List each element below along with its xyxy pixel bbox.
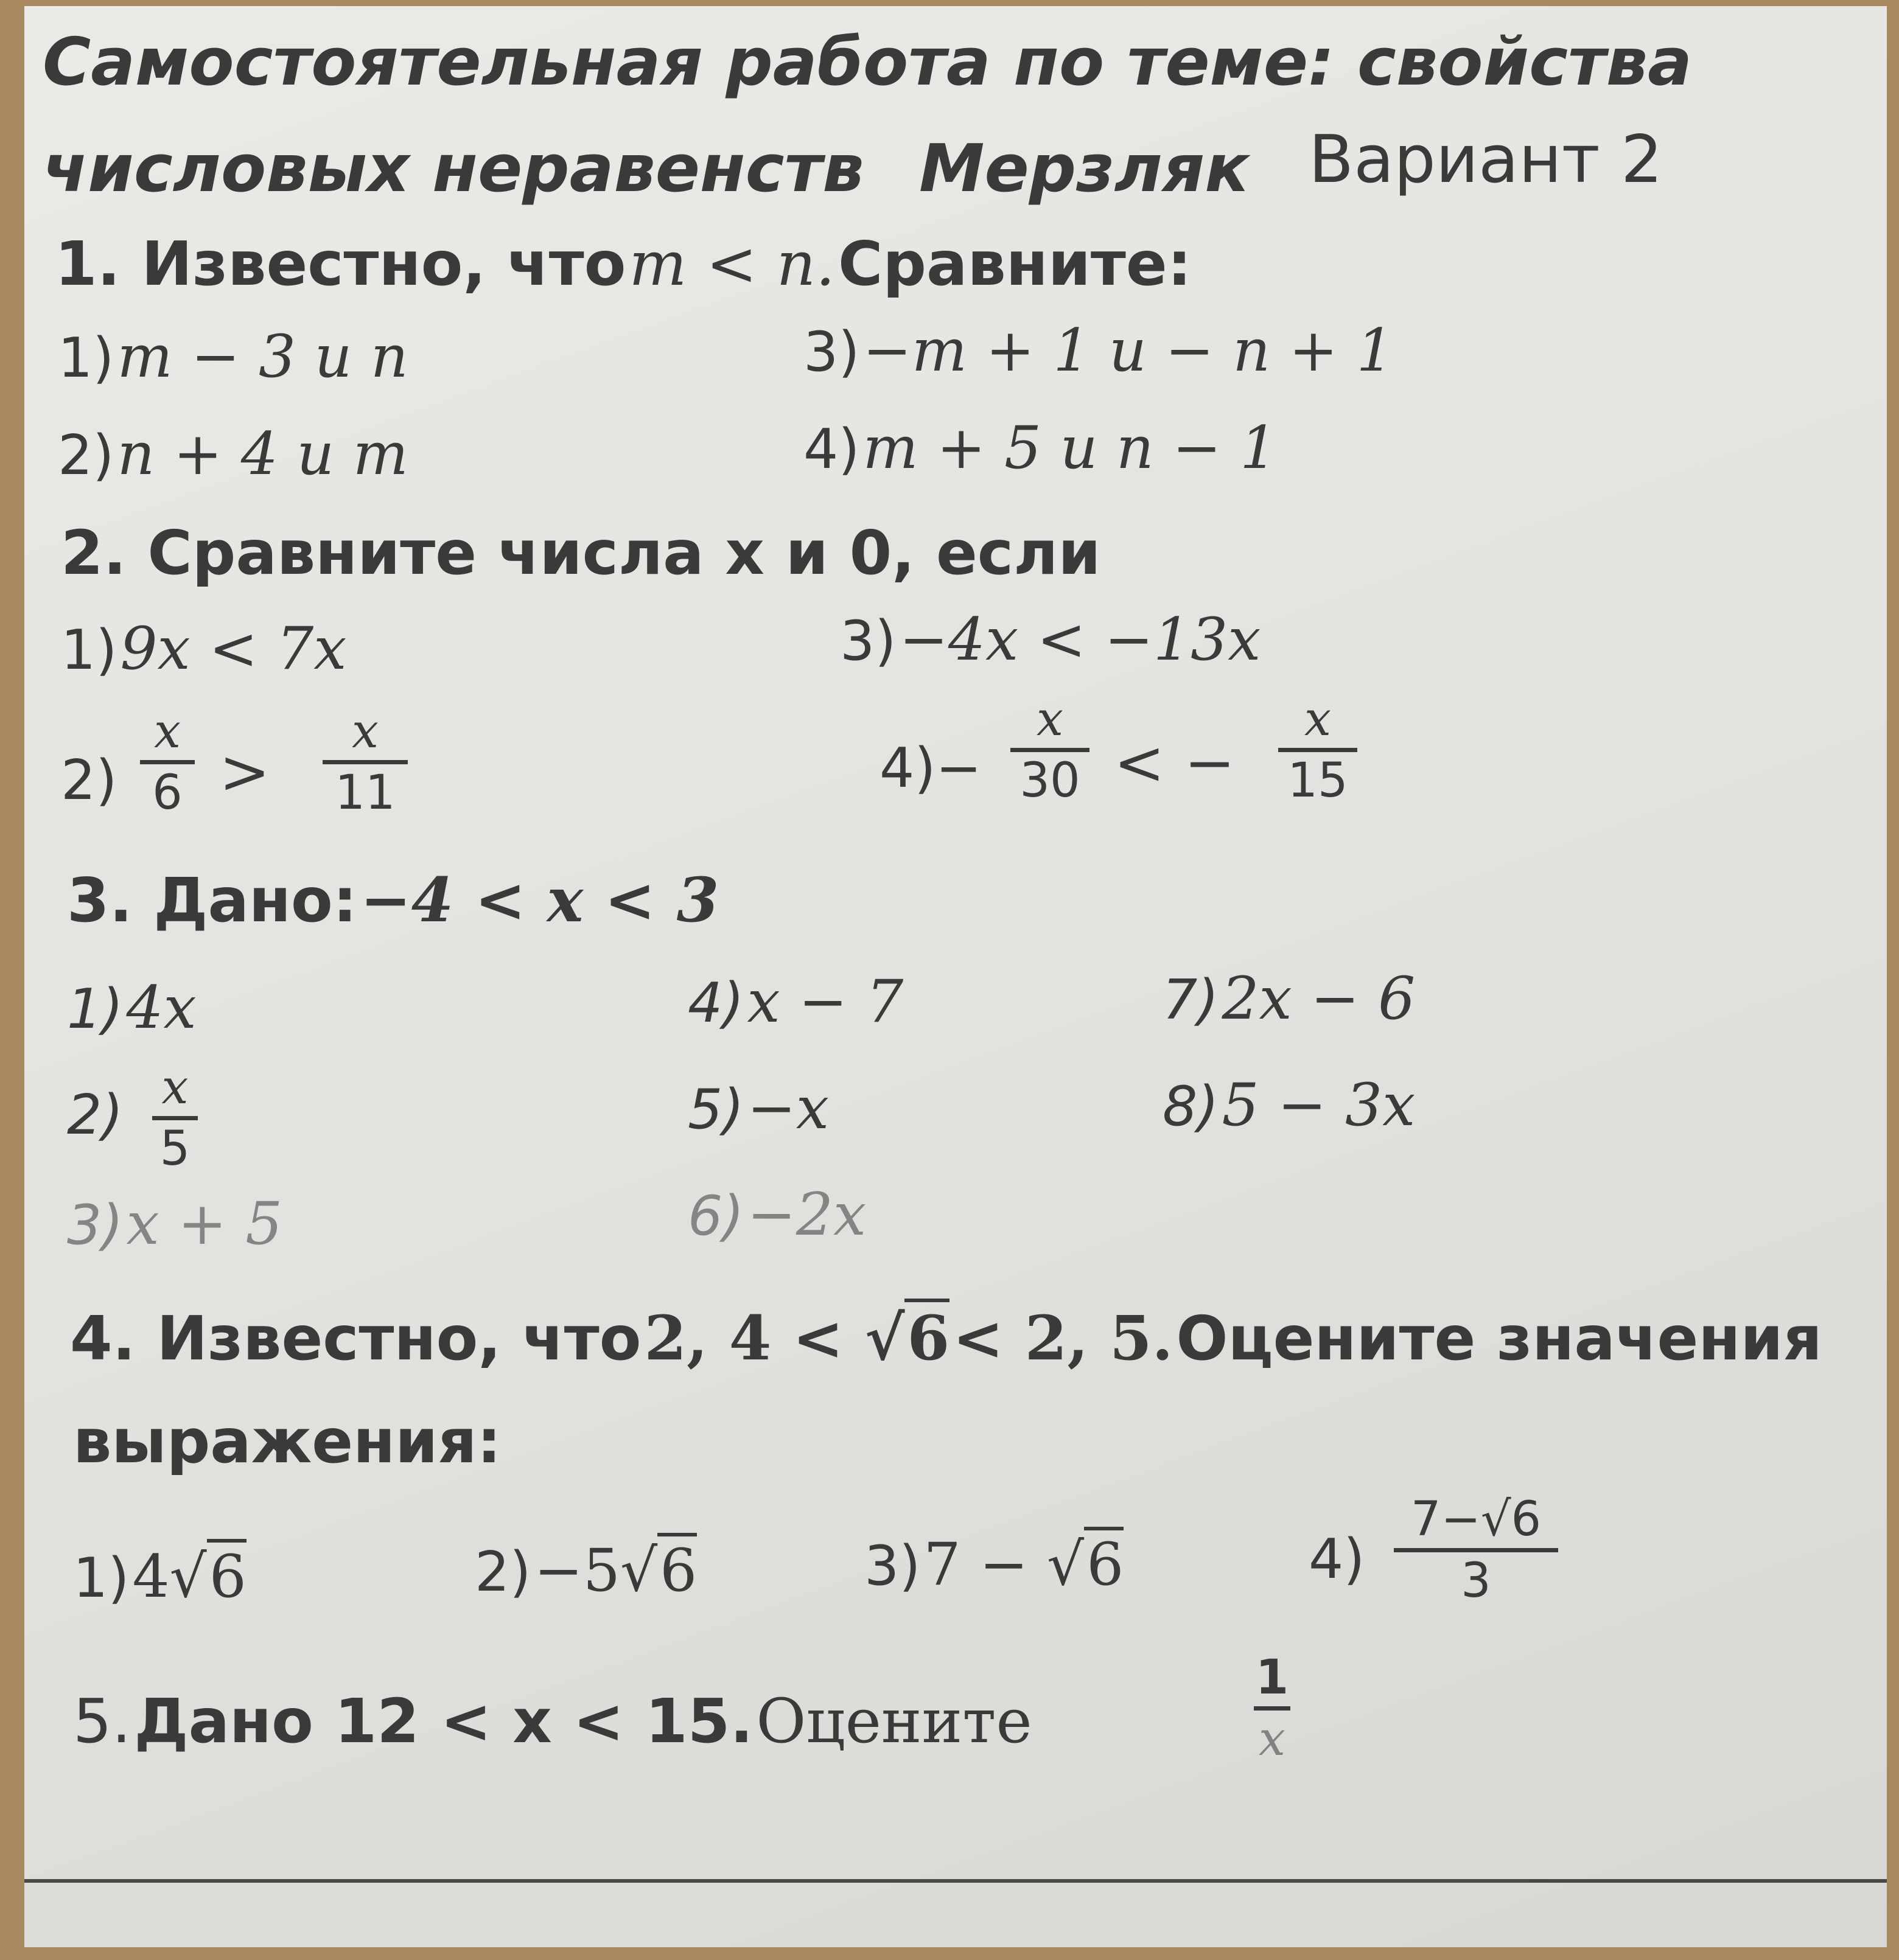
- task4-item-1: [73, 1543, 247, 1611]
- task4-item-3: [864, 1530, 1124, 1599]
- task4-heading-suffix: Оцените значения: [1176, 1303, 1822, 1374]
- task3-heading: [67, 864, 719, 936]
- task2-item-3: [840, 605, 1261, 674]
- item-label: 6): [688, 1184, 744, 1248]
- item-expr: x − 7: [747, 968, 904, 1036]
- variant: Вариант 2: [1309, 122, 1663, 198]
- worksheet: [24, 6, 1887, 1947]
- item-coef: 4√: [132, 1543, 207, 1611]
- task4-item-4-label: 4): [1309, 1527, 1365, 1591]
- task4-condition-left: 2, 4 < √: [644, 1302, 905, 1374]
- task4-condition-right: < 2, 5.: [953, 1302, 1173, 1374]
- task3-heading-prefix: 3. Дано:: [67, 865, 357, 936]
- task4-item-4-frac: [1394, 1491, 1558, 1610]
- task3-item-2-frac: [152, 1059, 198, 1177]
- task2-item-4-frac-left: [1010, 691, 1089, 809]
- numerator: x: [1037, 692, 1063, 747]
- fraction-bar: [140, 760, 195, 764]
- denominator: 30: [1019, 753, 1080, 808]
- task1-heading: [55, 228, 1192, 299]
- task1-item-4: [803, 414, 1277, 482]
- title-line1: Самостоятельная работа по теме: свойства: [43, 24, 1692, 100]
- task3-item-1: [67, 974, 197, 1042]
- item-label: 7): [1163, 968, 1219, 1032]
- item-label: 2): [475, 1540, 531, 1604]
- item-radicand: 6: [207, 1539, 247, 1611]
- item-expr: −2x: [747, 1181, 867, 1249]
- task3-item-6: [688, 1181, 866, 1249]
- item-label: 4): [803, 417, 860, 481]
- item-expr: m + 5 и n − 1: [862, 414, 1278, 482]
- item-label: 5): [688, 1078, 744, 1142]
- item-coef: −5√: [534, 1536, 658, 1605]
- item-expr: −x: [747, 1074, 830, 1142]
- numerator: 1: [1255, 1650, 1289, 1705]
- task4-heading-line2: выражения:: [73, 1406, 502, 1477]
- task2-item-2-frac-right: [323, 703, 408, 821]
- item-expr: x + 5: [126, 1190, 283, 1258]
- task2-item-4-label: 4)−: [880, 736, 982, 800]
- denominator: 5: [159, 1121, 191, 1176]
- item-label: 4): [688, 971, 744, 1035]
- task2-item-2-label: 2): [61, 748, 117, 812]
- item-expr: n + 4 и m: [117, 420, 408, 488]
- task1-item-1: [58, 323, 408, 391]
- item-label: 1): [58, 326, 114, 390]
- item-label: 3): [67, 1193, 124, 1257]
- task5-heading: [73, 1686, 1032, 1757]
- task3-item-3: [67, 1190, 282, 1258]
- item-label: 3): [803, 320, 860, 384]
- item-expr: −m + 1 и − n + 1: [862, 316, 1394, 385]
- fraction-bar: [1010, 748, 1089, 752]
- title-line2: числовых неравенств: [43, 131, 864, 207]
- item-label: 8): [1163, 1075, 1219, 1139]
- author: Мерзляк: [919, 131, 1250, 207]
- task1-item-2: [58, 420, 408, 488]
- task1-heading-prefix: 1. Известно, что: [55, 228, 626, 299]
- item-expr: 2x − 6: [1222, 964, 1416, 1033]
- item-label: 1): [73, 1546, 130, 1610]
- task3-item-5: [688, 1074, 829, 1142]
- task2-item-2-op: >: [219, 736, 270, 807]
- item-expr: 4x: [126, 974, 197, 1042]
- item-expr: 5 − 3x: [1222, 1071, 1416, 1139]
- fraction-bar: [1278, 748, 1357, 752]
- task3-condition: −4 < x < 3: [360, 864, 719, 936]
- fraction-bar: [152, 1116, 198, 1120]
- item-label: 3): [840, 609, 897, 673]
- item-expr: −4x < −13x: [899, 605, 1261, 674]
- denominator: 15: [1287, 753, 1348, 808]
- item-label: 1): [61, 618, 117, 682]
- item-label: 2): [58, 424, 114, 487]
- fraction-bar: [323, 760, 408, 764]
- denominator: 6: [152, 766, 183, 820]
- fraction-bar: [1394, 1548, 1558, 1552]
- task3-item-8: [1163, 1071, 1415, 1139]
- item-coef: 7 − √: [923, 1530, 1085, 1599]
- item-expr: m − 3 и n: [117, 323, 408, 391]
- task5-estimate: Оцените: [756, 1686, 1032, 1757]
- item-label: 3): [864, 1534, 921, 1598]
- task2-item-1: [61, 615, 346, 683]
- numerator: x: [161, 1060, 189, 1115]
- item-radicand: 6: [1084, 1527, 1124, 1599]
- task4-condition-radicand: 6: [904, 1299, 949, 1374]
- denominator: 3: [1461, 1554, 1491, 1608]
- task3-item-4: [688, 968, 903, 1036]
- task4-heading-prefix: 4. Известно, что: [70, 1303, 642, 1374]
- numerator: x: [1304, 692, 1331, 747]
- denominator: 11: [335, 766, 396, 820]
- fraction-bar: [1254, 1706, 1290, 1711]
- item-radicand: 6: [657, 1533, 697, 1605]
- separator-line: [24, 1879, 1887, 1883]
- task3-item-7: [1163, 964, 1415, 1033]
- task5-number: 5.: [73, 1686, 131, 1757]
- item-expr: 9x < 7x: [120, 615, 347, 683]
- numerator: x: [154, 704, 181, 759]
- numerator: 7−√6: [1410, 1492, 1542, 1547]
- task2-item-4-frac-right: [1278, 691, 1357, 809]
- task2-item-4-op: < −: [1114, 727, 1236, 798]
- task2-item-2-frac-left: [140, 703, 195, 821]
- task1-condition: m < n.: [629, 228, 835, 299]
- denominator: x: [1259, 1712, 1285, 1766]
- task5-given: Дано 12 < x < 15.: [134, 1686, 754, 1757]
- task4-item-2: [475, 1536, 697, 1605]
- item-label: 1): [67, 977, 124, 1041]
- numerator: x: [352, 704, 379, 759]
- task3-item-2-label: 2): [67, 1083, 124, 1147]
- task1-heading-suffix: Сравните:: [838, 228, 1192, 299]
- task1-item-3: [803, 316, 1394, 385]
- task4-heading: [70, 1302, 1822, 1374]
- task2-heading: 2. Сравните числа x и 0, если: [61, 517, 1101, 588]
- task5-frac: [1254, 1649, 1290, 1768]
